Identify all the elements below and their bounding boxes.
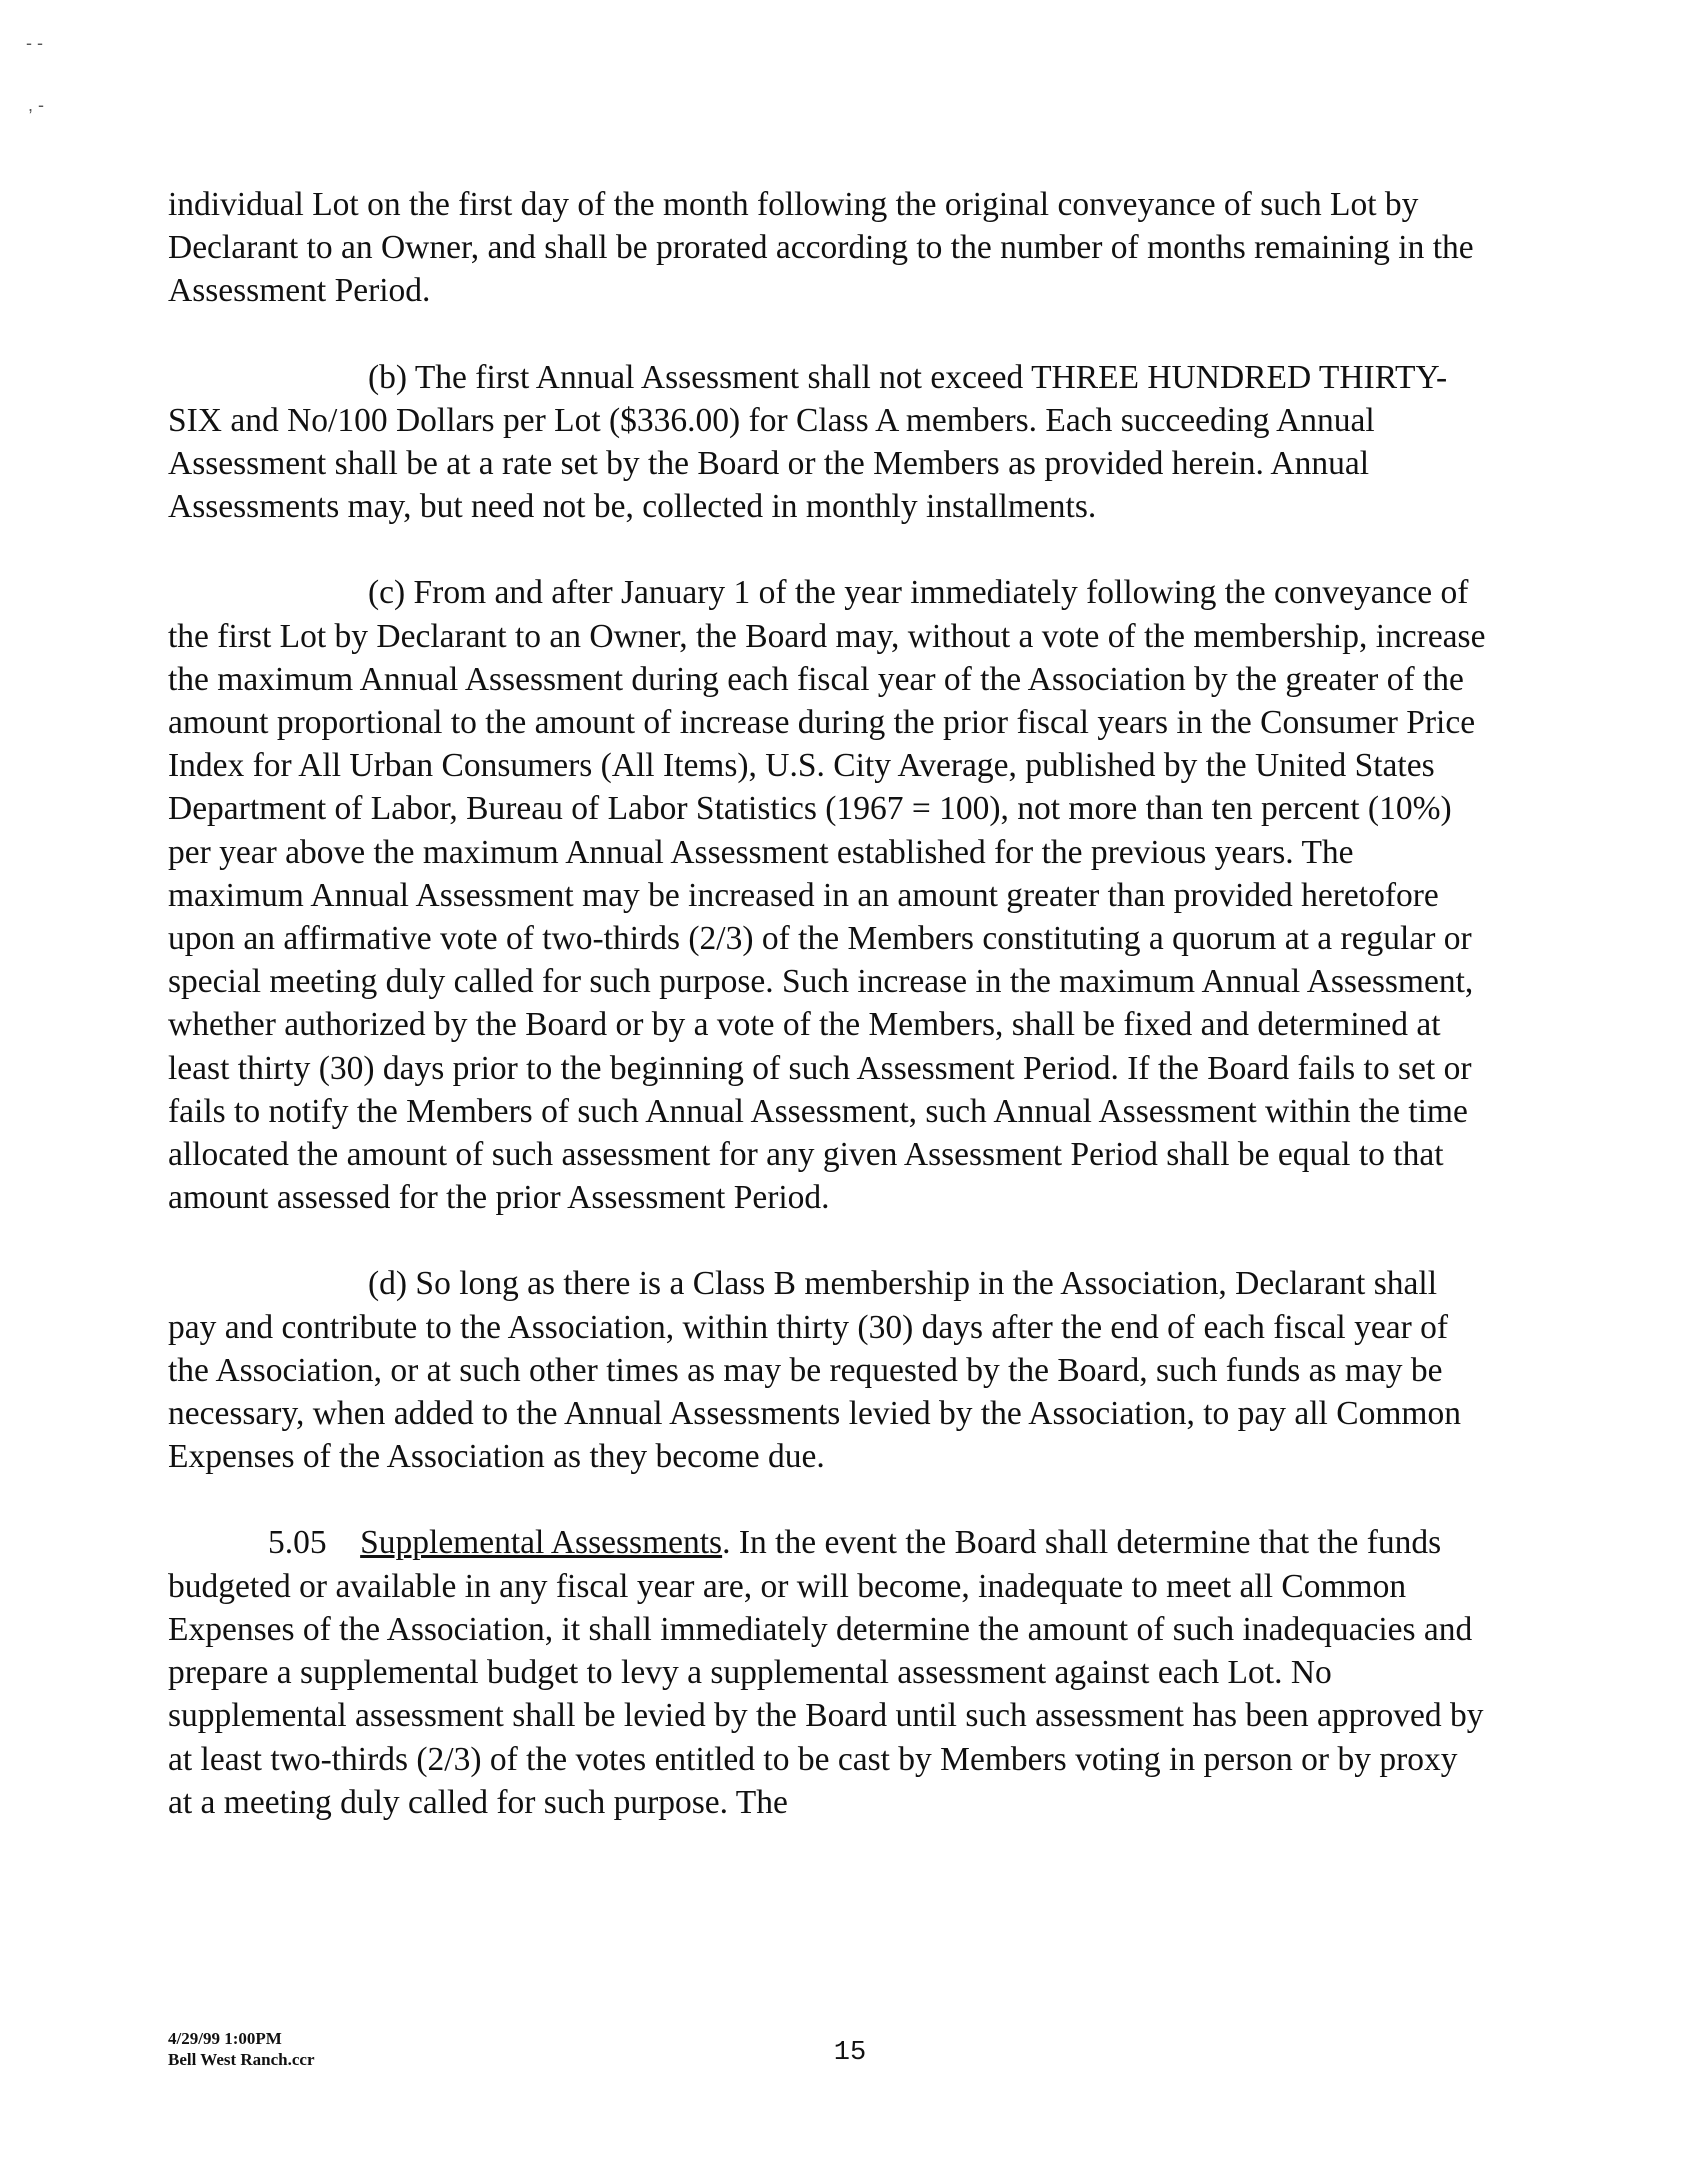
section-number: 5.05	[268, 1524, 327, 1562]
footer-meta	[168, 2028, 315, 2070]
paragraph-c-assessment-increase: (c) From and after January 1 of the year immediately following the conveyance of the first Lot by Declarant to an Owner, the Board may, without a vote of the membership, increase the maximum Annual Assessment during each fiscal year of the Association by the greater of the amount proportional to the amount of increase during the prior fiscal years in the Consumer Price Index for All Urban Consumers (All Items), U.S. City Average, published by the United States Department of Labor, Bureau of Labor Statistics (1967 = 100), not more than ten percent (10%) per year above the maximum Annual Assessment established for the previous years. The maximum Annual Assessment may be increased in an amount greater than provided heretofore upon an affirmative vote of two-thirds (2/3) of the Members constituting a quorum at a regular or special meeting duly called for such purpose. Such increase in the maximum Annual Assessment, whether authorized by the Board or by a vote of the Members, shall be fixed and determined at least thirty (30) days prior to the beginning of such Assessment Period. If the Board fails to set or fails to notify the Members of such Annual Assessment, such Annual Assessment within the time allocated the amount of such assessment for any given Assessment Period shall be equal to that amount assessed for the prior Assessment Period.	[168, 574, 1486, 1217]
paragraph-d-class-b-membership: (d) So long as there is a Class B membership in the Association, Declarant shall pay and contribute to the Association, within thirty (30) days after the end of each fiscal year of the Association, or at such other times as may be requested by the Board, such funds as may be necessary, when added to the Annual Assessments levied by the Association, to pay all Common Expenses of the Association as they become due.	[168, 1265, 1461, 1476]
section-title: Supplemental Assessments	[360, 1524, 723, 1562]
footer-filename: Bell West Ranch.ccr	[168, 2050, 315, 2069]
document-body	[168, 183, 1488, 1824]
footer-timestamp: 4/29/99 1:00PM	[168, 2029, 282, 2048]
section-body: . In the event the Board shall determine that the funds budgeted or available in any fiscal year are, or will become, inadequate to meet all Common Expenses of the Association, it shall immediately determine the amount of such inadequacies and prepare a supplemental budget to levy a supplemental assessment against each Lot. No supplemental assessment shall be levied by the Board until such assessment has been approved by at least two-thirds (2/3) of the votes entitled to be cast by Members voting in person or by proxy at a meeting duly called for such purpose. The	[168, 1524, 1484, 1821]
page-number: 15	[833, 2038, 867, 2068]
scan-mark-top: - -	[26, 33, 43, 53]
scan-mark-second: , -	[28, 95, 44, 115]
section-5-05	[168, 1521, 1488, 1823]
paragraph-b-first-annual-assessment: (b) The first Annual Assessment shall not exceed THREE HUNDRED THIRTY-SIX and No/100 Dollars per Lot ($336.00) for Class A members. Each succeeding Annual Assessment shall be at a rate set by the Board or the Members as provided herein. Annual Assessments may, but need not be, collected in monthly installments.	[168, 358, 1448, 526]
paragraph-continuation: individual Lot on the first day of the month following the original conveyance of such Lot by Declarant to an Owner, and shall be prorated according to the number of months remaining in the Assessment Period.	[168, 186, 1474, 310]
